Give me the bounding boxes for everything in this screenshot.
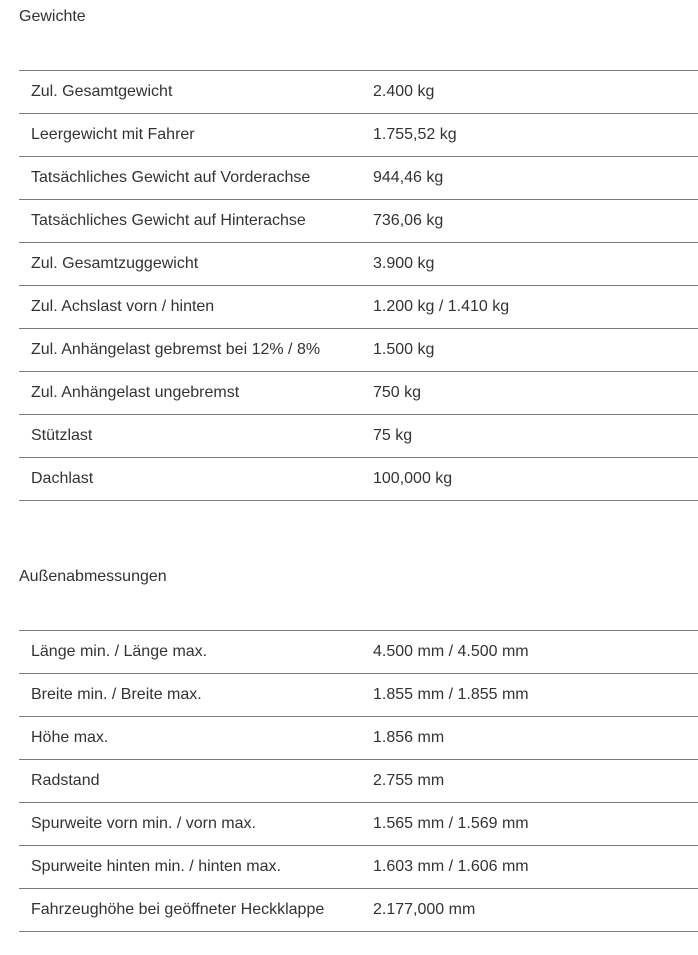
row-value: 944,46 kg [373, 157, 698, 200]
row-value: 1.500 kg [373, 329, 698, 372]
row-label: Leergewicht mit Fahrer [19, 114, 373, 157]
row-value: 736,06 kg [373, 200, 698, 243]
table-row [19, 458, 698, 501]
row-label: Zul. Gesamtzuggewicht [19, 243, 373, 286]
row-label: Zul. Gesamtgewicht [19, 71, 373, 114]
row-value: 1.200 kg / 1.410 kg [373, 286, 698, 329]
row-value: 1.855 mm / 1.855 mm [373, 674, 698, 717]
table-row [19, 71, 698, 114]
row-value: 75 kg [373, 415, 698, 458]
table-row [19, 717, 698, 760]
row-label: Zul. Anhängelast ungebremst [19, 372, 373, 415]
table-row [19, 200, 698, 243]
row-value: 2.177,000 mm [373, 889, 698, 932]
table-row [19, 631, 698, 674]
table-row [19, 157, 698, 200]
row-label: Fahrzeughöhe bei geöffneter Heckklappe [19, 889, 373, 932]
table-row [19, 889, 698, 932]
table-row [19, 760, 698, 803]
row-value: 1.755,52 kg [373, 114, 698, 157]
table-row [19, 329, 698, 372]
section-title-weights: Gewichte [19, 8, 86, 25]
row-label: Höhe max. [19, 717, 373, 760]
row-label: Breite min. / Breite max. [19, 674, 373, 717]
row-value: 1.856 mm [373, 717, 698, 760]
row-label: Länge min. / Länge max. [19, 631, 373, 674]
table-row [19, 803, 698, 846]
weights-table [19, 70, 698, 501]
section-title-exterior-dimensions: Außenabmessungen [19, 568, 167, 585]
exterior-dimensions-table [19, 630, 698, 932]
row-label: Spurweite vorn min. / vorn max. [19, 803, 373, 846]
row-label: Zul. Achslast vorn / hinten [19, 286, 373, 329]
table-row [19, 415, 698, 458]
row-label: Zul. Anhängelast gebremst bei 12% / 8% [19, 329, 373, 372]
row-label: Radstand [19, 760, 373, 803]
row-value: 750 kg [373, 372, 698, 415]
row-label: Stützlast [19, 415, 373, 458]
table-row [19, 286, 698, 329]
table-row [19, 114, 698, 157]
row-label: Tatsächliches Gewicht auf Hinterachse [19, 200, 373, 243]
row-value: 4.500 mm / 4.500 mm [373, 631, 698, 674]
table-row [19, 372, 698, 415]
table-row [19, 674, 698, 717]
table-row [19, 846, 698, 889]
row-value: 100,000 kg [373, 458, 698, 501]
row-value: 2.755 mm [373, 760, 698, 803]
row-label: Dachlast [19, 458, 373, 501]
row-value: 1.603 mm / 1.606 mm [373, 846, 698, 889]
row-label: Tatsächliches Gewicht auf Vorderachse [19, 157, 373, 200]
row-value: 1.565 mm / 1.569 mm [373, 803, 698, 846]
row-value: 3.900 kg [373, 243, 698, 286]
table-row [19, 243, 698, 286]
row-value: 2.400 kg [373, 71, 698, 114]
row-label: Spurweite hinten min. / hinten max. [19, 846, 373, 889]
